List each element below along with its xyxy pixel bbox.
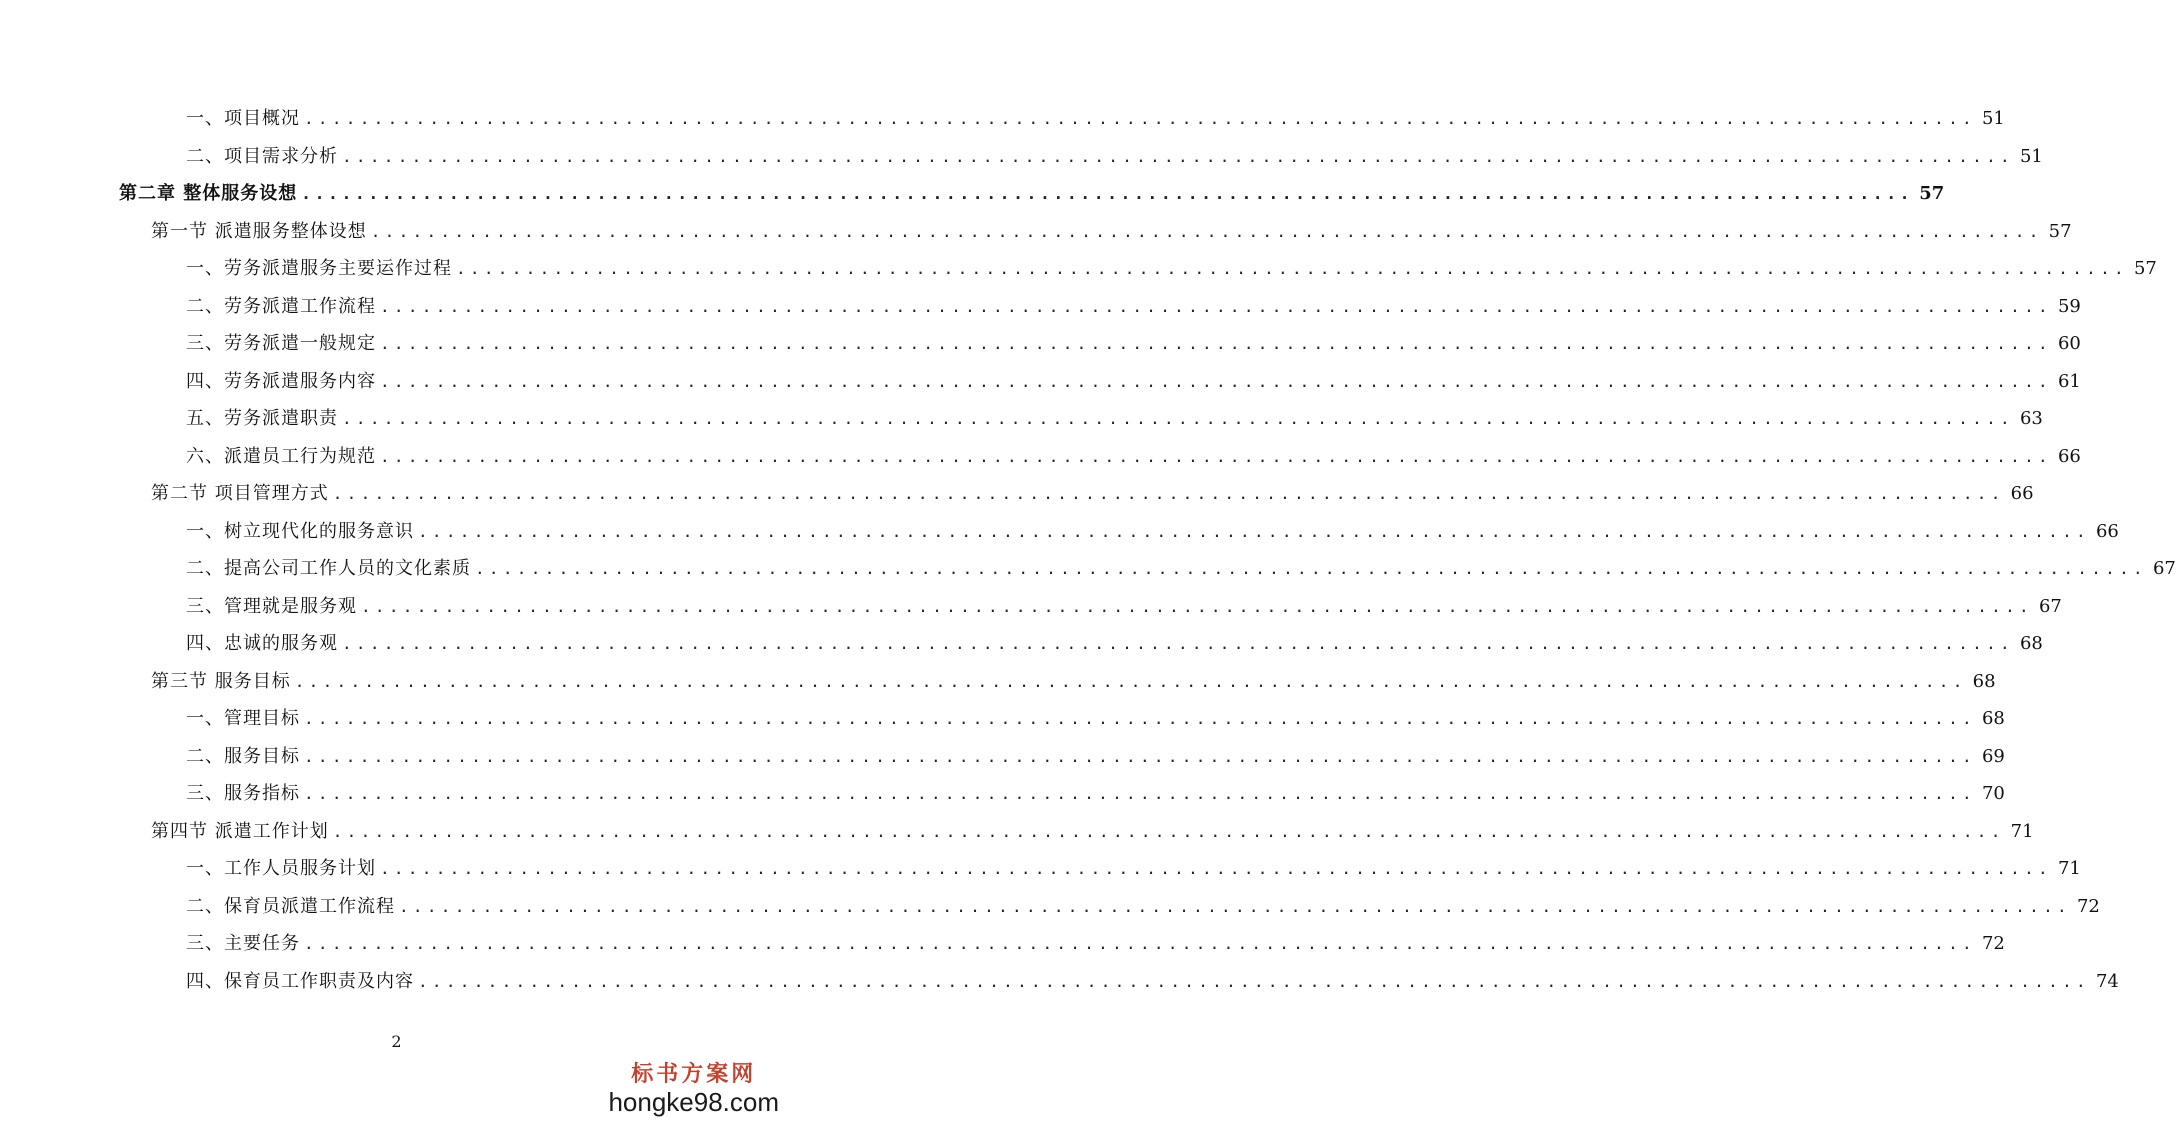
toc-entry-title: 四、劳务派遣服务内容: [186, 370, 376, 392]
toc-entry-item: [186, 254, 2157, 284]
toc-dot-leader: ........................................................................................................................: [342, 409, 2014, 428]
toc-dot-leader: ........................................................................................................................: [418, 971, 2090, 991]
toc-entry-title: 二、保育员派遣工作流程: [186, 895, 395, 917]
toc-entry-item: [186, 929, 2005, 959]
toc-entry-item: [186, 629, 2043, 659]
toc-entry-page: 74: [2095, 970, 2119, 992]
toc-entry-item: [186, 104, 2005, 134]
toc-entry-title: 第二节 项目管理方式: [151, 483, 329, 504]
toc-entry-title: 一、劳务派遣服务主要运作过程: [186, 258, 452, 279]
toc-entry-title: 四、忠诚的服务观: [186, 633, 338, 654]
toc-entry-page: 71: [2010, 820, 2034, 842]
toc-entry-page: 68: [1981, 708, 2005, 729]
toc-dot-leader: ........................................................................................................................: [418, 521, 2090, 541]
toc-entry-section: [151, 217, 2072, 247]
toc-dot-leader: ........................................................................................................................: [370, 221, 2043, 241]
toc-entry-title: 二、项目需求分析: [186, 145, 338, 167]
toc-entry-page: 63: [2019, 408, 2043, 429]
toc-entry-title: 一、树立现代化的服务意识: [186, 520, 414, 542]
toc-entry-item: [186, 517, 2119, 547]
toc-entry-item: [186, 442, 2081, 472]
toc-entry-page: 57: [2048, 220, 2072, 242]
toc-entry-section: [151, 817, 2034, 847]
toc-entry-page: 67: [2152, 558, 2176, 579]
toc-entry-page: 66: [2057, 445, 2081, 467]
toc-entry-item: [186, 554, 2176, 584]
toc-entry-item: [186, 967, 2119, 997]
toc-entry-item: [186, 742, 2005, 772]
toc-entry-item: [186, 592, 2062, 622]
watermark-url: hongke98.com: [608, 1087, 779, 1117]
toc-dot-leader: ........................................................................................................................: [304, 746, 1976, 766]
toc-dot-leader: ........................................................................................................................: [304, 784, 1976, 803]
watermark-logo: [608, 1057, 779, 1116]
toc-entry-title: 三、服务指标: [186, 783, 300, 804]
toc-entry-item: [186, 892, 2100, 922]
toc-entry-item: [186, 329, 2081, 359]
toc-entry-page: 71: [2057, 858, 2081, 879]
toc-entry-title: 三、主要任务: [186, 933, 300, 954]
toc-entry-chapter: [119, 179, 1945, 209]
toc-entry-title: 五、劳务派遣职责: [186, 408, 338, 429]
toc-entry-item: [186, 142, 2043, 172]
toc-entry-page: 72: [2076, 895, 2100, 917]
toc-entry-title: 二、提高公司工作人员的文化素质: [186, 558, 471, 579]
toc-entry-title: 六、派遣员工行为规范: [186, 445, 376, 467]
watermark-title: 标书方案网: [631, 1061, 757, 1087]
toc-entry-title: 二、服务目标: [186, 745, 300, 767]
toc-dot-leader: ........................................................................................................................: [294, 671, 1967, 691]
toc-dot-leader: ........................................................................................................................: [304, 109, 1976, 128]
toc-entry-page: 66: [2095, 520, 2119, 542]
toc-dot-leader: ........................................................................................................................: [332, 821, 2005, 841]
toc-entry-title: 一、管理目标: [186, 708, 300, 729]
toc-entry-title: 第四节 派遣工作计划: [151, 820, 329, 842]
toc-dot-leader: ........................................................................................................................: [399, 896, 2071, 916]
toc-entry-page: 57: [2133, 258, 2157, 279]
toc-entry-title: 第三节 服务目标: [151, 670, 291, 692]
toc-dot-leader: ........................................................................................................................: [361, 596, 2033, 616]
toc-entry-page: 57: [1919, 183, 1945, 204]
toc-entry-page: 68: [2019, 633, 2043, 654]
toc-dot-leader: ........................................................................................................................: [380, 859, 2052, 878]
toc-entry-page: 68: [1972, 670, 1996, 692]
toc-entry-page: 51: [1981, 108, 2005, 129]
toc-entry-item: [186, 292, 2081, 322]
toc-entry-page: 69: [1981, 745, 2005, 767]
toc-dot-leader: ........................................................................................................................: [301, 184, 1914, 203]
toc-entry-title: 二、劳务派遣工作流程: [186, 295, 376, 317]
toc-entry-page: 66: [2010, 483, 2034, 504]
toc-entry-title: 四、保育员工作职责及内容: [186, 970, 414, 992]
toc-dot-leader: ........................................................................................................................: [380, 446, 2052, 466]
toc-dot-leader: ........................................................................................................................: [342, 634, 2014, 653]
toc-entry-title: 一、工作人员服务计划: [186, 858, 376, 879]
toc-entry-item: [186, 779, 2005, 809]
toc-entry-page: 61: [2057, 370, 2081, 392]
toc-entry-item: [186, 367, 2081, 397]
toc-dot-leader: ........................................................................................................................: [380, 334, 2052, 353]
toc-dot-leader: ........................................................................................................................: [304, 709, 1976, 728]
toc-entry-title: 第二章 整体服务设想: [119, 183, 298, 204]
toc-entry-page: 67: [2038, 595, 2062, 617]
toc-dot-leader: ........................................................................................................................: [332, 484, 2005, 503]
page-number: 2: [391, 1032, 402, 1051]
toc-entry-item: [186, 854, 2081, 884]
toc-entry-section: [151, 667, 1996, 697]
toc-entry-page: 51: [2019, 145, 2043, 167]
toc-entry-page: 59: [2057, 295, 2081, 317]
toc-dot-leader: ........................................................................................................................: [342, 146, 2014, 166]
toc-entry-page: 72: [1981, 933, 2005, 954]
toc-entry-title: 三、管理就是服务观: [186, 595, 357, 617]
toc-entry-item: [186, 704, 2005, 734]
toc-entry-title: 第一节 派遣服务整体设想: [151, 220, 367, 242]
toc-dot-leader: ........................................................................................................................: [380, 371, 2052, 391]
toc-entry-title: 一、项目概况: [186, 108, 300, 129]
toc-entry-item: [186, 404, 2043, 434]
toc-dot-leader: ........................................................................................................................: [475, 559, 2147, 578]
toc-entry-title: 三、劳务派遣一般规定: [186, 333, 376, 354]
toc-entry-page: 70: [1981, 783, 2005, 804]
toc-entry-page: 60: [2057, 333, 2081, 354]
toc-dot-leader: ........................................................................................................................: [304, 934, 1976, 953]
toc-entry-section: [151, 479, 2034, 509]
toc-dot-leader: ........................................................................................................................: [380, 296, 2052, 316]
toc-dot-leader: ........................................................................................................................: [456, 259, 2128, 278]
